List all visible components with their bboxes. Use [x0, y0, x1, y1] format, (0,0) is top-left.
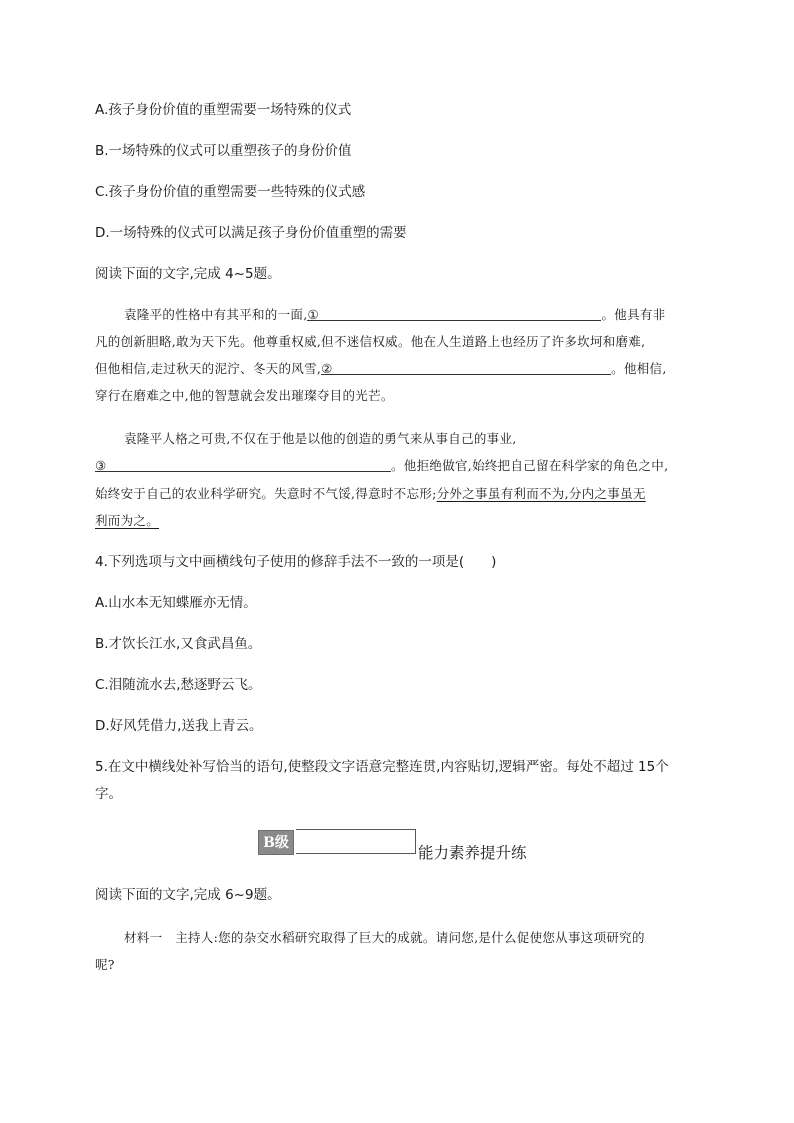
passage-line: 穿行在磨难之中,他的智慧就会发出璀璨夺目的光芒。	[95, 388, 394, 403]
passage-text: 。他相信,	[611, 361, 667, 376]
q4-option-b: B.才饮长江水,又食武昌鱼。	[95, 636, 262, 652]
question-5-stem: 5.在文中横线处补写恰当的语句,使整段文字语意完整连贯,内容贴切,逻辑严密。每处不超过 15个	[95, 759, 669, 775]
blank-3: ③	[95, 457, 391, 472]
section-title: 能力素养提升练	[418, 844, 527, 862]
option-b: B.一场特殊的仪式可以重塑孩子的身份价值	[95, 143, 352, 159]
underlined-sentence: 利而为之。	[95, 513, 160, 528]
option-a: A.孩子身份价值的重塑需要一场特殊的仪式	[95, 102, 352, 118]
q4-option-c: C.泪随流水去,愁逐野云飞。	[95, 677, 262, 693]
blank-1: ①	[307, 306, 601, 321]
passage-text: 。他具有非	[601, 307, 666, 322]
underlined-sentence: 分外之事虽有利而不为,分内之事虽无	[436, 486, 646, 501]
passage-line	[95, 512, 159, 530]
blank-2: ②	[321, 360, 611, 375]
passage-line	[95, 360, 667, 378]
question-5-stem: 字。	[95, 786, 122, 802]
instruction-reading-4-5: 阅读下面的文字,完成 4~5题。	[95, 266, 281, 282]
q4-option-d: D.好风凭借力,送我上青云。	[95, 718, 263, 734]
passage-line	[124, 306, 666, 324]
passage-text: 。他拒绝做官,始终把自己留在科学家的角色之中,	[391, 458, 669, 473]
question-4-stem: 4.下列选项与文中画横线句子使用的修辞手法不一致的一项是( )	[95, 554, 497, 570]
q4-option-a: A.山水本无知蝶雁亦无情。	[95, 595, 257, 611]
material-line: 材料一 主持人:您的杂交水稻研究取得了巨大的成就。请问您,是什么促使您从事这项研究的	[124, 930, 645, 945]
passage-line	[95, 457, 668, 475]
passage-text: 袁隆平的性格中有其平和的一面,	[124, 307, 308, 322]
instruction-reading-6-9: 阅读下面的文字,完成 6~9题。	[95, 887, 281, 903]
passage-text: 但他相信,走过秋天的泥泞、冬天的风雪,	[95, 361, 322, 376]
material-line: 呢?	[95, 957, 115, 972]
option-d: D.一场特殊的仪式可以满足孩子身份价值重塑的需要	[95, 225, 407, 241]
banner-box	[296, 829, 416, 854]
passage-line	[95, 485, 646, 503]
level-badge: B级	[258, 830, 294, 855]
passage-text: 始终安于自己的农业科学研究。失意时不气馁,得意时不忘形;	[95, 486, 437, 501]
passage-line: 袁隆平人格之可贵,不仅在于他是以他的创造的勇气来从事自己的事业,	[124, 431, 517, 446]
option-c: C.孩子身份价值的重塑需要一些特殊的仪式感	[95, 184, 366, 200]
passage-line: 凡的创新胆略,敢为天下先。他尊重权威,但不迷信权威。他在人生道路上也经历了许多坎坷和磨难,	[95, 334, 646, 349]
